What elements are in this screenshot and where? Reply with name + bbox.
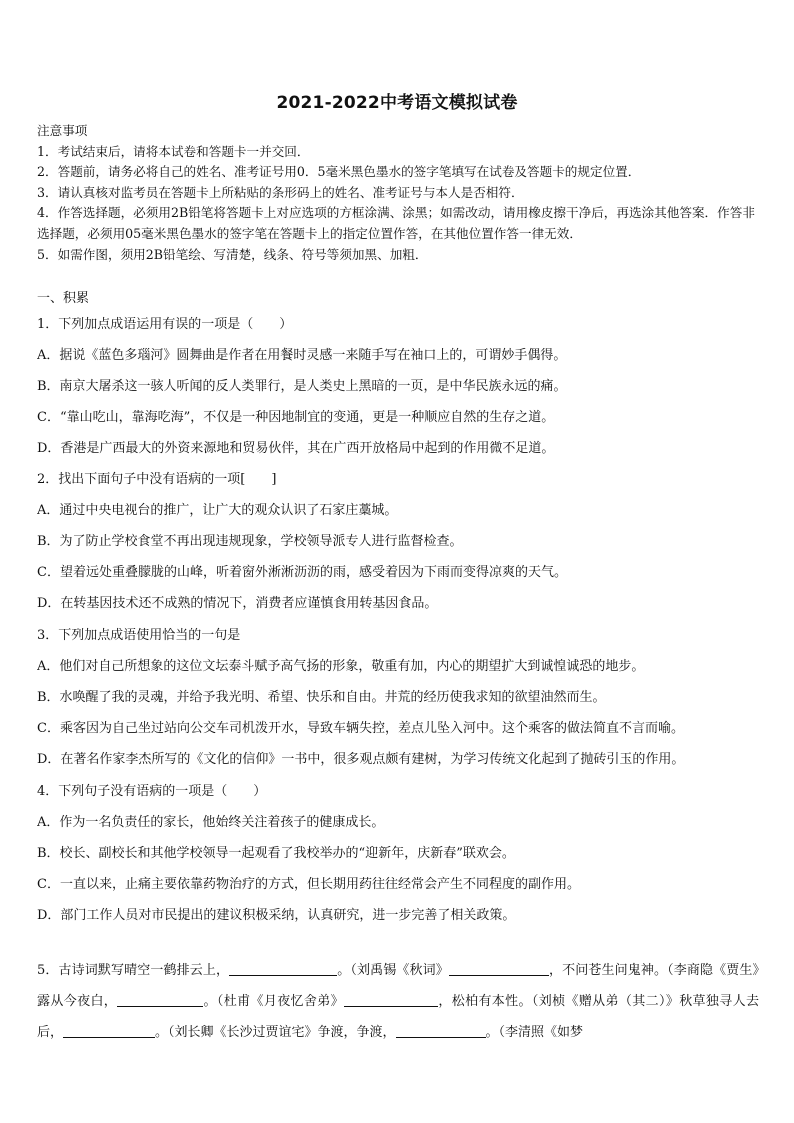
question-option: A．作为一名负责任的家长，他始终关注着孩子的健康成长。 [37, 815, 385, 830]
question-text: ，不问苍生问鬼神。（李商隐《贾生》露从今夜白， [37, 963, 759, 1009]
notice-heading: 注意事项 [37, 123, 88, 138]
question-text: ，松柏有本性。（刘桢《赠从弟（其二）》秋草独寻人去后， [37, 994, 759, 1040]
question-option: C．“靠山吃山，靠海吃海”，不仅是一种因地制宜的变通，更是一种顺应自然的生存之道。 [37, 410, 555, 425]
question-text: 。（刘长卿《长沙过贾谊宅》争渡，争渡， [155, 1025, 396, 1040]
notice-section [37, 121, 759, 265]
question-option: B．为了防止学校食堂不再出现违规现象，学校领导派专人进行监督检查。 [37, 534, 463, 549]
notice-item: 3．请认真核对监考员在答题卡上所粘贴的条形码上的姓名、准考证号与本人是否相符． [37, 184, 524, 200]
question-text: 5．古诗词默写晴空一鹤排云上， [37, 963, 230, 978]
answer-blank[interactable] [396, 1023, 486, 1038]
question-option: B．水唤醒了我的灵魂，并给予我光明、希望、快乐和自由。井荒的经历使我求知的欲望油然而生。 [37, 690, 606, 705]
notice-item: 1．考试结束后，请将本试卷和答题卡一并交回． [37, 143, 310, 159]
question-option: D．在转基因技术还不成熟的情况下，消费者应谨慎食用转基因食品。 [37, 596, 438, 611]
question-5 [37, 955, 759, 1048]
question-option: C．乘客因为自己坐过站向公交车司机泼开水，导致车辆失控，差点儿坠入河中。这个乘客的做法简直不言而喻。 [37, 721, 684, 736]
question-option: B．校长、副校长和其他学校领导一起观看了我校举办的“迎新年，庆新春”联欢会。 [37, 846, 515, 861]
question-option: A．据说《蓝色多瑙河》圆舞曲是作者在用餐时灵感一来随手写在袖口上的，可谓妙手偶得。 [37, 348, 567, 363]
notice-item: 2．答题前，请务必将自己的姓名、准考证号用0．5毫米黑色墨水的签字笔填写在试卷及答题卡的规定位置． [37, 164, 641, 180]
answer-blank[interactable] [63, 1023, 155, 1038]
answer-blank[interactable] [344, 992, 438, 1007]
notice-item: 5．如需作图，须用2B铅笔绘、写清楚，线条、符号等须加黑、加粗． [37, 246, 428, 262]
answer-blank[interactable] [229, 961, 337, 976]
question-stem: 3．下列加点成语使用恰当的一句是 [37, 628, 241, 643]
question-option: B．南京大屠杀这一骇人听闻的反人类罪行，是人类史上黑暗的一页，是中华民族永远的痛。 [37, 379, 567, 394]
question-option: D．在著名作家李杰所写的《文化的信仰》一书中，很多观点颇有建树，为学习传统文化起到了抛砖引玉的作用。 [37, 752, 685, 767]
question-option: D．部门工作人员对市民提出的建议积极采纳，认真研究，进一步完善了相关政策。 [37, 908, 516, 923]
page-title: 2021-2022中考语文模拟试卷 [276, 93, 518, 113]
answer-blank[interactable] [117, 992, 203, 1007]
notice-item: 4．作答选择题，必须用2B铅笔将答题卡上对应选项的方框涂满、涂黑；如需改动，请用橡皮擦干净后，再选涂其他答案．作答非选择题，必须用05毫米黑色墨水的签字笔在答题卡上的指定位置作答，在其他位置作答一律无效． [37, 205, 755, 241]
question-stem: 4．下列句子没有语病的一项是（ ） [37, 784, 267, 799]
question-option: A．他们对自己所想象的这位文坛泰斗赋予高气扬的形象，敬重有加，内心的期望扩大到诚惶诚恐的地步。 [37, 659, 645, 674]
question-text: 。（李清照《如梦 [485, 1025, 584, 1040]
answer-blank[interactable] [449, 961, 549, 976]
question-option: C．一直以来，止痛主要依靠药物治疗的方式，但长期用药往往经常会产生不同程度的副作用。 [37, 877, 580, 892]
question-stem: 2．找出下面句子中没有语病的一项[ ] [37, 472, 277, 487]
question-text: 。（刘禹锡《秋词》 [337, 963, 449, 978]
question-stem: 1．下列加点成语运用有误的一项是（ ） [37, 317, 293, 332]
section-title: 一、积累 [37, 291, 90, 306]
question-option: A．通过中央电视台的推广，让广大的观众认识了石家庄藁城。 [37, 503, 398, 518]
question-option: C．望着远处重叠朦胧的山峰，听着窗外淅淅沥沥的雨，感受着因为下雨而变得凉爽的天气。 [37, 565, 567, 580]
question-option: D．香港是广西最大的外资来源地和贸易伙伴，其在广西开放格局中起到的作用微不足道。 [37, 441, 555, 456]
question-text: 。（杜甫《月夜忆舍弟》 [203, 994, 344, 1009]
